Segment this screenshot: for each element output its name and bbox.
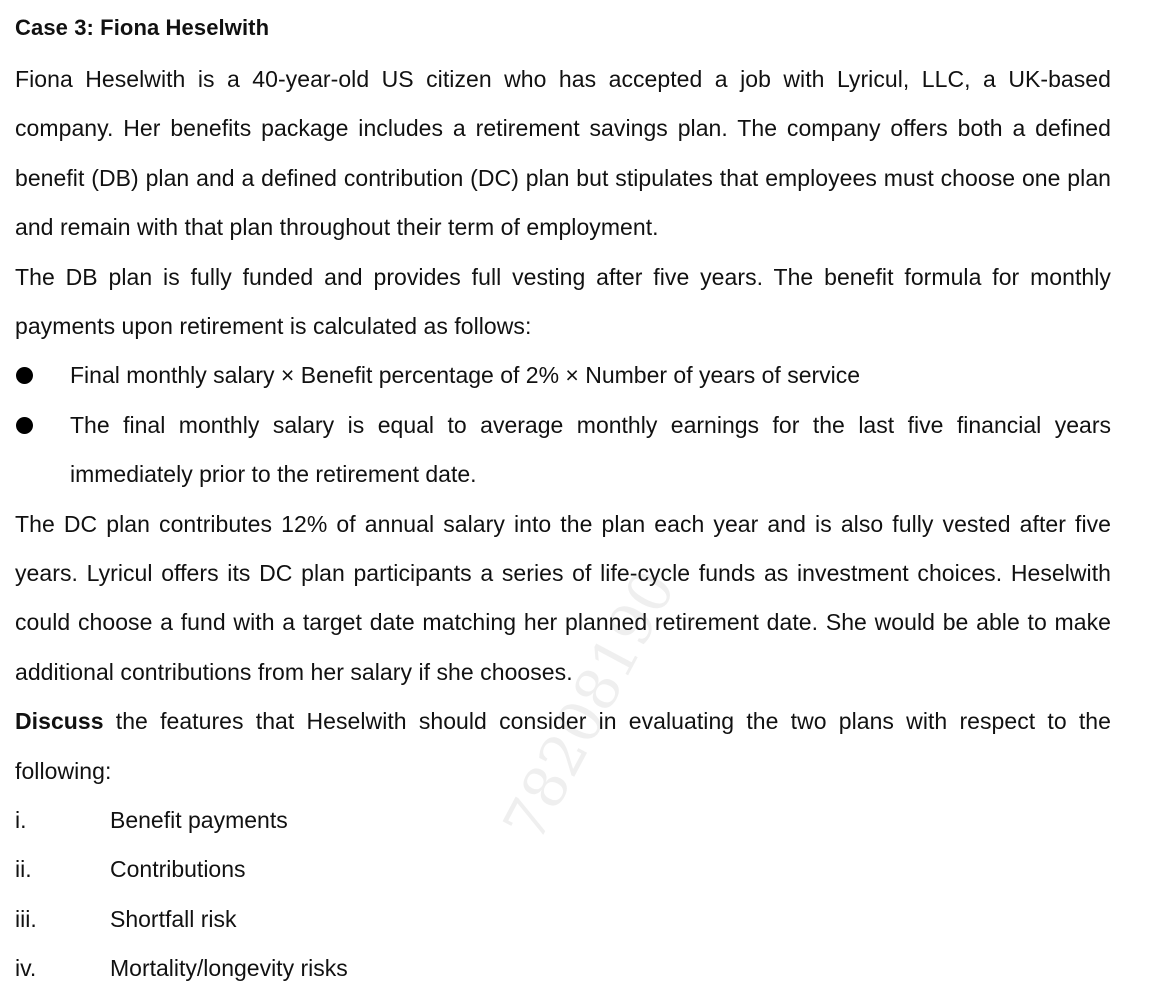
list-item — [15, 351, 1111, 400]
question-verb: Discuss — [15, 708, 104, 735]
item-number: iv. — [15, 955, 37, 982]
question-paragraph — [15, 697, 1111, 796]
case-title: Case 3: Fiona Heselwith — [15, 15, 270, 40]
list-item — [15, 895, 1111, 944]
item-text: Shortfall risk — [110, 905, 237, 932]
bullet-text: Final monthly salary × Benefit percentage of 2% × Number of years of service — [70, 362, 861, 389]
db-plan-paragraph: The DB plan is fully funded and provides full vesting after five years. The benefit formula for monthly payments upon retirement is calculated as follows: — [15, 263, 1111, 340]
bullet-icon — [16, 367, 33, 384]
item-number: iii. — [15, 905, 37, 932]
document-page — [15, 0, 1111, 994]
bullet-text: The final monthly salary is equal to average monthly earnings for the last five financial years immediately prior to the retirement date. — [70, 411, 1111, 488]
bullet-icon — [16, 417, 33, 434]
item-number: ii. — [15, 856, 32, 883]
question-items-list — [15, 796, 1111, 994]
intro-paragraph: Fiona Heselwith is a 40-year-old US citizen who has accepted a job with Lyricul, LLC, a UK-based company. Her benefits package includes a retirement savings plan. The company offers both a defined benefit (DB) plan and a defined contribution (DC) plan but stipulates that employees must choose one plan and remain with that plan throughout their term of employment. — [15, 66, 1111, 241]
item-text: Contributions — [110, 856, 246, 883]
benefit-formula-list — [15, 351, 1111, 499]
item-number: i. — [15, 807, 27, 834]
list-item — [15, 401, 1111, 500]
list-item — [15, 944, 1111, 993]
list-item — [15, 845, 1111, 894]
dc-plan-paragraph: The DC plan contributes 12% of annual salary into the plan each year and is also fully vested after five years. Lyricul offers its DC plan participants a series of life-cycle funds as investment choices. Heselwith could choose a fund with a target date matching her planned retirement date. She would be able to make additional contributions from her salary if she chooses. — [15, 510, 1111, 685]
item-text: Mortality/longevity risks — [110, 955, 348, 982]
watermark-text: 78208190 — [490, 559, 689, 852]
item-text: Benefit payments — [110, 807, 288, 834]
question-text: the features that Heselwith should consider in evaluating the two plans with respect to the following: — [15, 708, 1111, 784]
list-item — [15, 796, 1111, 845]
